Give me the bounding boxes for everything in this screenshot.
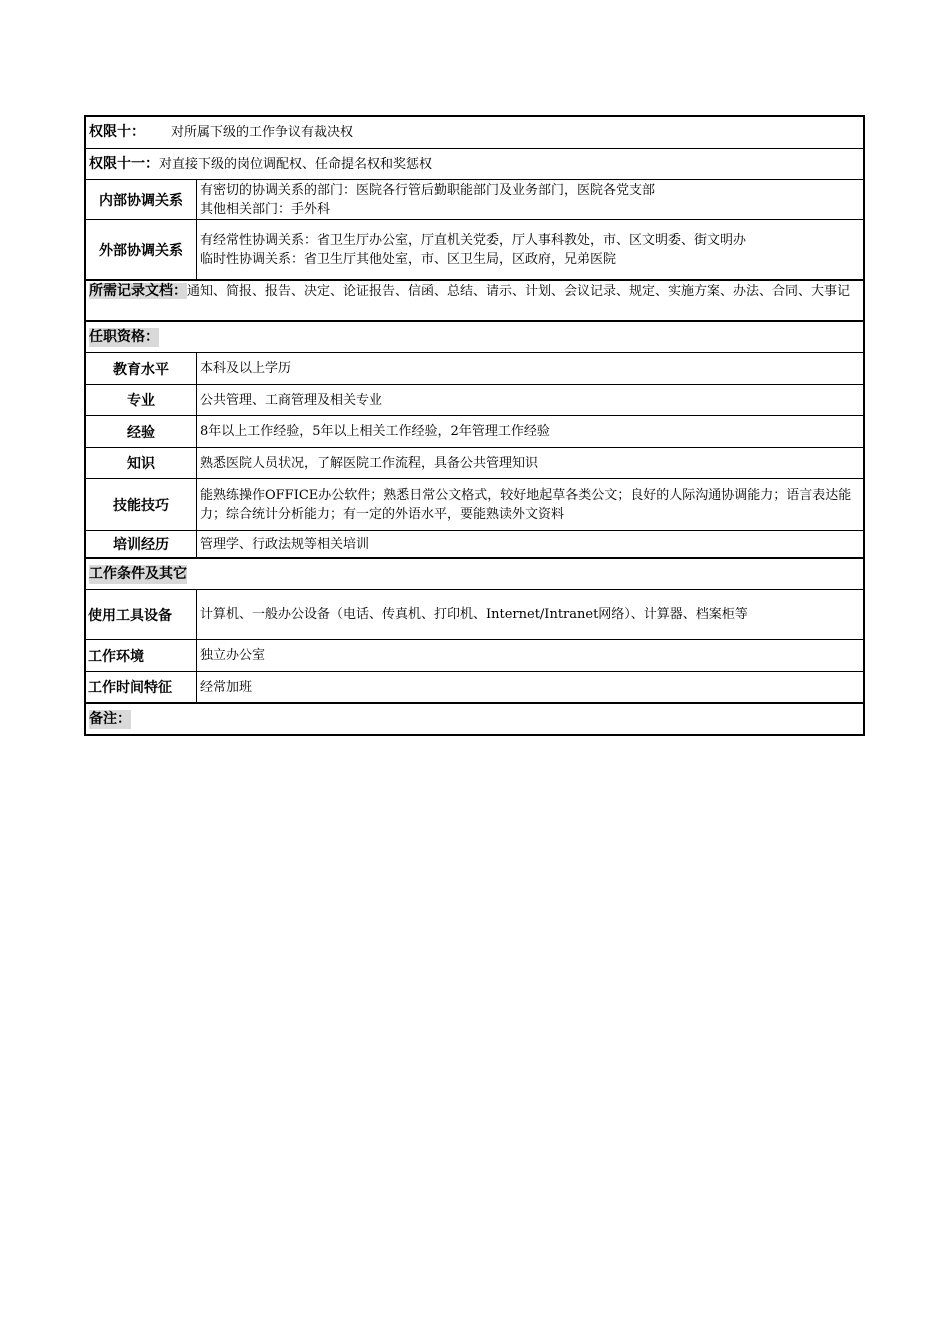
- conditions-header: 工作条件及其它: [89, 565, 187, 582]
- training-value: 管理学、行政法规等相关培训: [200, 536, 370, 552]
- environment-label: 工作环境: [86, 640, 197, 671]
- knowledge-label: 知识: [86, 448, 197, 478]
- external-coordination-row: [86, 220, 863, 281]
- tools-value: 计算机、一般办公设备（电话、传真机、打印机、Internet/Intranet网络）、计算器、档案柜等: [200, 607, 748, 622]
- internal-coordination-label: 内部协调关系: [86, 180, 197, 219]
- internal-coordination-row: [86, 180, 863, 220]
- authority-eleven-row: [86, 149, 863, 180]
- experience-row: [86, 416, 863, 448]
- authority-eleven-label: 权限十一：: [89, 155, 159, 172]
- major-label: 专业: [86, 385, 197, 415]
- job-description-table: [84, 115, 865, 736]
- external-coordination-label: 外部协调关系: [86, 220, 197, 279]
- authority-eleven-text: 对直接下级的岗位调配权、任命提名权和奖惩权: [159, 156, 433, 172]
- knowledge-row: [86, 448, 863, 479]
- skills-row: [86, 479, 863, 531]
- knowledge-value: 熟悉医院人员状况，了解医院工作流程，具备公共管理知识: [200, 455, 539, 471]
- education-label: 教育水平: [86, 353, 197, 384]
- tools-row: [86, 590, 863, 640]
- experience-label: 经验: [86, 416, 197, 447]
- environment-value: 独立办公室: [200, 648, 266, 663]
- hours-row: [86, 672, 863, 704]
- training-row: [86, 531, 863, 559]
- records-row: [86, 281, 863, 322]
- conditions-header-row: [86, 559, 863, 590]
- authority-ten-row: [86, 117, 863, 149]
- education-row: [86, 353, 863, 385]
- major-value: 公共管理、工商管理及相关专业: [200, 392, 383, 408]
- education-value: 本科及以上学历: [200, 361, 292, 376]
- hours-label: 工作时间特征: [86, 672, 197, 702]
- environment-row: [86, 640, 863, 672]
- external-coordination-line-1: 有经常性协调关系：省卫生厅办公室，厅直机关党委，厅人事科教处，市、区文明委、街文明办: [200, 232, 747, 248]
- skills-label: 技能技巧: [86, 479, 197, 530]
- internal-coordination-line-1: 有密切的协调关系的部门：医院各行管后勤职能部门及业务部门，医院各党支部: [200, 182, 656, 198]
- tools-label: 使用工具设备: [86, 590, 197, 639]
- hours-value: 经常加班: [200, 679, 253, 695]
- authority-ten-text: 对所属下级的工作争议有裁决权: [171, 125, 354, 140]
- training-label: 培训经历: [86, 531, 197, 557]
- major-row: [86, 385, 863, 416]
- remarks-row: [86, 704, 863, 734]
- qualifications-header: 任职资格：: [89, 328, 159, 345]
- authority-ten-label: 权限十：: [89, 124, 145, 140]
- skills-value: 能熟练操作OFFICE办公软件；熟悉日常公文格式，较好地起草各类公文；良好的人际沟通协调能力；语言表达能力；综合统计分析能力；有一定的外语水平，要能熟读外文资料: [200, 487, 852, 522]
- external-coordination-line-2: 临时性协调关系：省卫生厅其他处室，市、区卫生局，区政府，兄弟医院: [200, 251, 617, 267]
- qualifications-header-row: [86, 322, 863, 353]
- internal-coordination-line-2: 其他相关部门：手外科: [200, 201, 331, 217]
- records-text: 通知、简报、报告、决定、论证报告、信函、总结、请示、计划、会议记录、规定、实施方案、办法、合同、大事记: [187, 284, 851, 299]
- remarks-label: 备注：: [89, 710, 131, 727]
- records-label: 所需记录文档：: [89, 283, 187, 299]
- experience-value: 8年以上工作经验，5年以上相关工作经验，2年管理工作经验: [200, 424, 550, 439]
